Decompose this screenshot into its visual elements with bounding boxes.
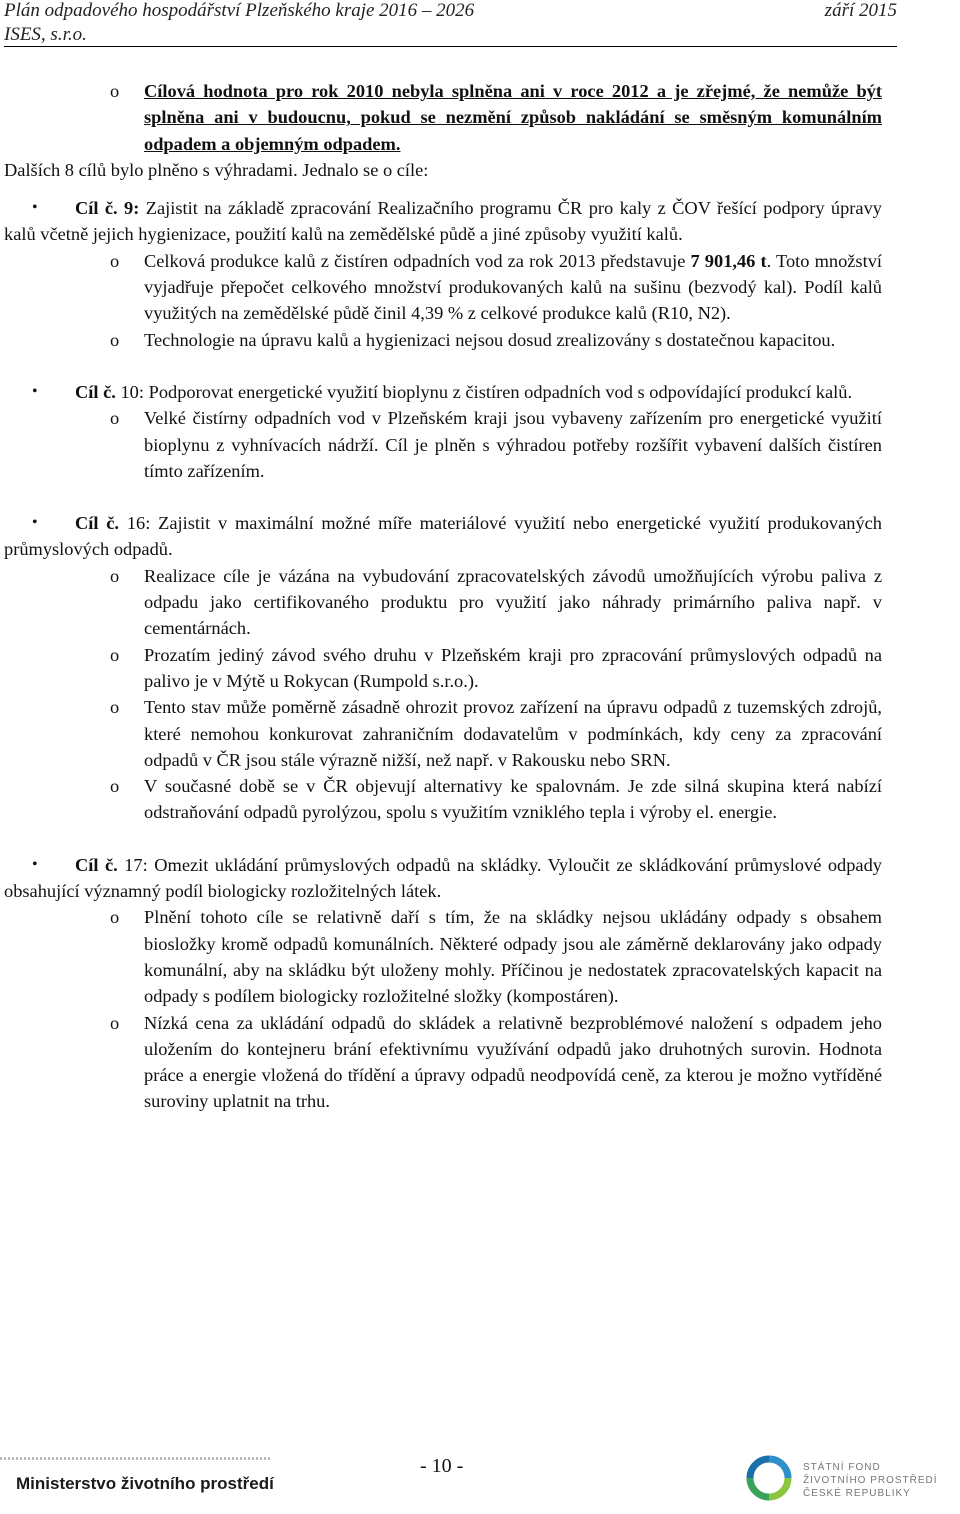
outline-marker: o: [110, 776, 120, 797]
bullet-marker: •: [32, 382, 38, 400]
state-fund-name: [803, 1461, 938, 1500]
sludge-quantity: 7 901,46 t: [690, 250, 767, 271]
outline-marker: o: [110, 907, 120, 928]
document-body: [4, 78, 882, 1115]
goal-label: Cíl č.: [75, 381, 116, 402]
sub-item-text: Velké čistírny odpadních vod v Plzeňském kraji jsou vybaveny zařízením pro energetické využití bioplynu z vyhnívacích nádrží. Cíl je plněn s výhradou potřeby rozšířit vybavení dalších čistíren tímto zařízením.: [144, 408, 882, 481]
goal-label: Cíl č.: [75, 513, 120, 534]
outline-marker: o: [110, 329, 120, 350]
ministry-logo: Ministerstvo životního prostředí: [16, 1474, 274, 1493]
goal-item: [4, 852, 882, 905]
intro-target-item: [4, 78, 882, 157]
goal-sub-item: [4, 405, 882, 484]
outline-marker: o: [110, 408, 120, 429]
document-date: září 2015: [824, 0, 897, 21]
goal-text: Zajistit na základě zpracování Realizačního programu ČR pro kaly z ČOV řešící podpory úpravy kalů včetně jejich hygienizace, použití kalů na zemědělské půdě a jiné způsoby využití kalů.: [4, 198, 882, 245]
goal-sub-item: [4, 773, 882, 826]
bullet-marker: •: [32, 855, 38, 873]
goal-text: Zajistit v maximální možné míře materiálové využití nebo energetické využití produkovaných průmyslových odpadů.: [4, 513, 882, 560]
goal-sub-item: [4, 563, 882, 642]
sub-item-text-cont: . Toto množství vyjadřuje přepočet celkového množství produkovaných kalů na sušinu (bezvodý kal). Podíl kalů využitých na zemědělské půdě činil 4,39 % z celkové produkce kalů (R10, N2).: [144, 250, 882, 324]
sub-item-text: V současné době se v ČR objevují alternativy ke spalovnám. Je zde silná skupina která nabízí odstraňování odpadů pyrolýzou, spolu s využitím vzniklého tepla i výroby el. energie.: [144, 776, 882, 823]
sub-item-text: Plnění tohoto cíle se relativně daří s tím, že na skládky nejsou ukládány odpady s obsahem biosložky kromě odpadů komunálních. Některé odpady jsou ale záměrně deklarovány jako odpady komunální, aby na skládku být uloženy mohly. Příčinou je nedostatek zpracovatelských kapacit na odpady s podílem biologicky rozložitelné složky (kompostáren).: [144, 907, 882, 1007]
goal-item: [4, 195, 882, 248]
goal-number: 9:: [124, 198, 140, 219]
sub-item-text: Prozatím jediný závod svého druhu v Plzeňském kraji pro zpracování průmyslových odpadů na palivo je v Mýtě u Rokycan (Rumpold s.r.o.).: [144, 644, 882, 691]
other-goals-paragraph: Dalších 8 cílů bylo plněno s výhradami. Jednalo se o cíle:: [4, 159, 429, 180]
sub-item-text: Realizace cíle je vázána na vybudování zpracovatelských závodů umožňujících výrobu paliva z odpadu jako certifikovaného produktu pro využití jako náhrady primárního paliva např. v cementárnách.: [144, 565, 882, 639]
page-header: [4, 0, 897, 47]
outline-marker: o: [110, 1012, 120, 1033]
bullet-marker: •: [32, 514, 38, 532]
goal-sub-item: [4, 327, 882, 353]
goal-label: Cíl č.: [75, 198, 118, 219]
goal-number: 16:: [126, 513, 151, 534]
sub-item-text: Technologie na úpravu kalů a hygienizaci nejsou dosud zrealizovány s dostatečnou kapacitou.: [144, 329, 836, 350]
outline-marker: o: [110, 565, 120, 586]
outline-marker: o: [110, 81, 120, 101]
goal-number: 10:: [120, 381, 144, 402]
page-number: - 10 -: [420, 1455, 464, 1477]
goal-text: Podporovat energetické využití bioplynu z čistíren odpadních vod s odpovídající produkcí kalů.: [148, 381, 853, 402]
outline-marker: o: [110, 250, 120, 271]
outline-marker: o: [110, 697, 120, 718]
state-fund-logo-icon: [746, 1455, 792, 1501]
sub-item-text: Celková produkce kalů z čistíren odpadních vod za rok 2013 představuje: [144, 250, 686, 271]
goal-number: 17:: [124, 854, 148, 875]
fund-name-line: STÁTNÍ FOND: [803, 1462, 881, 1473]
goal-sub-item: [4, 694, 882, 773]
outline-marker: o: [110, 644, 120, 665]
goal-sub-item: [4, 248, 882, 327]
document-author: ISES, s.r.o.: [4, 24, 87, 45]
bullet-marker: •: [32, 199, 38, 217]
goal-sub-item: [4, 1010, 882, 1115]
sub-item-text: Nízká cena za ukládání odpadů do skládek a relativně bezproblémové naložení s odpadem jeho uložením do kontejneru brání efektivnímu využívání odpadů jako druhotných surovin. Hodnota práce a energie vložená do třídění a úpravy odpadů neodpovídá ceně, za kterou je možno vytříděné suroviny uplatnit na trhu.: [144, 1012, 882, 1112]
target-statement: Cílová hodnota pro rok 2010 nebyla splněna ani v roce 2012 a je zřejmé, že nemůže být splněna ani v budoucnu, pokud se nezmění způsob nakládání se směsným komunálním odpadem a objemným odpadem.: [144, 81, 882, 154]
document-title: Plán odpadového hospodářství Plzeňského kraje 2016 – 2026: [4, 0, 475, 21]
goal-sub-item: [4, 904, 882, 1009]
goal-item: [4, 379, 882, 405]
sub-item-text: Tento stav může poměrně zásadně ohrozit provoz zařízení na úpravu odpadů z tuzemských zdrojů, které nemohou konkurovat zahraničním dodavatelům v podmínkách, kdy ceny za zpracování odpadů v ČR jsou stále výrazně nižší, než např. v Rakousku nebo SRN.: [144, 697, 882, 770]
footer-divider: [0, 1457, 270, 1460]
fund-name-line: ČESKÉ REPUBLIKY: [803, 1488, 911, 1499]
goal-item: [4, 510, 882, 563]
fund-name-line: ŽIVOTNÍHO PROSTŘEDÍ: [803, 1475, 938, 1486]
goal-text: Omezit ukládání průmyslových odpadů na skládky. Vyloučit ze skládkování průmyslové odpady obsahující významný podíl biologicky rozložitelných látek.: [4, 854, 882, 902]
goal-sub-item: [4, 642, 882, 695]
goal-label: Cíl č.: [75, 854, 118, 875]
